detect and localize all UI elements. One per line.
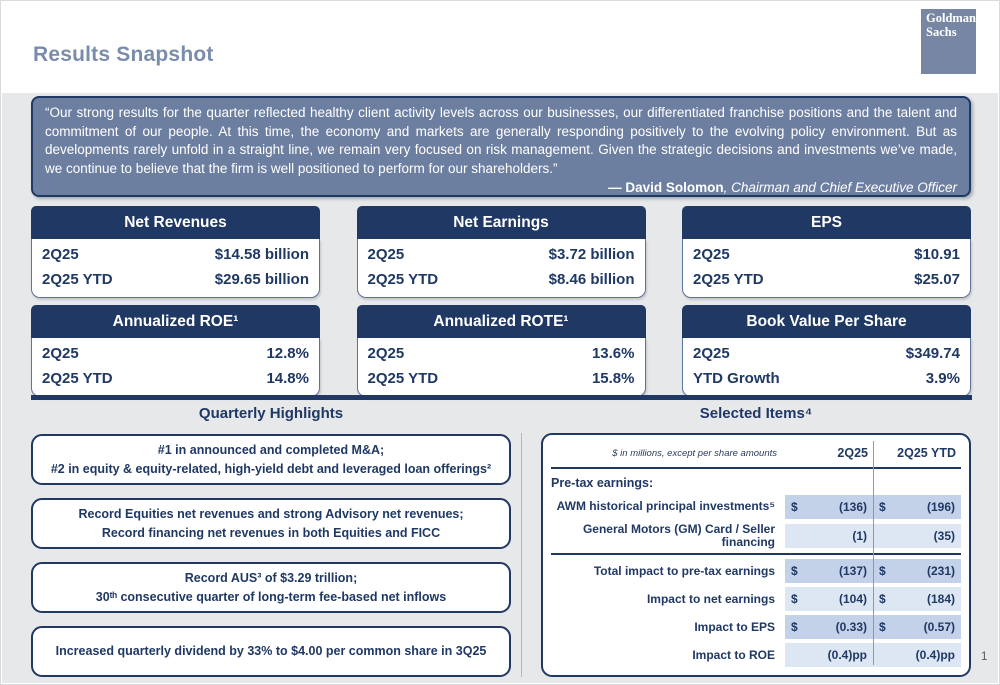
dollar-sign: $ [791, 592, 798, 607]
metric-value: $3.72 billion [548, 246, 635, 263]
metric-row [368, 267, 635, 292]
highlight-line: #1 in announced and completed M&A; [157, 443, 385, 458]
cell-value: (196) [926, 500, 955, 514]
metric-card-title: Book Value Per Share [682, 305, 971, 338]
metrics-grid [31, 206, 971, 397]
metric-row [368, 366, 635, 391]
metric-label: 2Q25 YTD [42, 271, 113, 288]
metric-row [693, 366, 960, 391]
table-header-row [551, 441, 961, 465]
section-title-selected-items: Selected Items⁴ [699, 405, 813, 422]
highlight-line: 30ᵗʰ consecutive quarter of long-term fee-based net inflows [95, 589, 447, 604]
metric-card-title: Net Revenues [31, 206, 320, 239]
dollar-sign: $ [879, 564, 886, 579]
quote-attribution [45, 180, 957, 195]
value-cell-2q25-ytd [873, 615, 961, 639]
quote-text: “Our strong results for the quarter reflected healthy client activity levels across our businesses, our differentiated franchise positions and the talent and commitment of our people. At this time, the economy and markets are generally responding positively to the evolving policy environment. But as developments rarely unfold in a straight line, we remain very focused on risk management. Given the strategic decisions and investments we’ve made, we continue to believe that the firm is well positioned to perform for our shareholders.” [45, 105, 957, 176]
value-cell-2q25 [785, 615, 873, 639]
value-cell-2q25-ytd [873, 587, 961, 611]
cell-value: (137) [838, 564, 867, 579]
metric-card-title: Annualized ROTE¹ [357, 305, 646, 338]
value-cell-2q25-ytd [873, 559, 961, 583]
metric-card-body [31, 239, 320, 298]
metric-card-annualized-rote [357, 305, 646, 397]
metric-card-net-revenues [31, 206, 320, 298]
metric-value: $10.91 [914, 246, 960, 263]
row-label: Impact to EPS [694, 619, 775, 634]
value-cell-2q25 [785, 559, 873, 583]
dollar-sign: $ [791, 500, 798, 514]
table-units-note: $ in millions, except per share amounts [612, 447, 777, 459]
metric-card-body [357, 239, 646, 298]
table-content [551, 441, 961, 669]
row-label: Impact to ROE [692, 647, 775, 662]
value-cell-2q25 [785, 643, 873, 667]
section-divider-bar [31, 395, 972, 400]
metric-label: 2Q25 YTD [367, 370, 439, 387]
cell-value: (0.57) [923, 620, 955, 635]
table-row-net-earnings-impact [551, 587, 961, 611]
highlight-line: Record financing net revenues in both Equities and FICC [101, 525, 441, 540]
metric-card-net-earnings [357, 206, 646, 298]
dollar-sign: $ [791, 564, 798, 579]
dollar-sign: $ [791, 620, 798, 635]
highlight-box-ma-rankings [31, 434, 511, 485]
metric-value: $25.07 [914, 271, 960, 288]
metric-card-body [31, 338, 320, 397]
table-row-eps-impact [551, 615, 961, 639]
highlight-line: Record AUS³ of $3.29 trillion; [184, 571, 358, 586]
metric-value: $8.46 billion [548, 271, 635, 288]
dollar-sign: $ [879, 592, 886, 607]
page-title: Results Snapshot [33, 43, 214, 66]
metric-label: 2Q25 YTD [42, 370, 113, 387]
quote-attribution-role: , Chairman and Chief Executive Officer [723, 179, 957, 195]
cell-value: (184) [926, 592, 955, 607]
metric-card-body [682, 338, 971, 397]
metric-card-book-value-per-share [682, 305, 971, 397]
logo-line-1: Goldman [926, 11, 977, 25]
cell-value: (1) [852, 529, 867, 544]
metric-label: 2Q25 [693, 345, 730, 362]
metric-value: $349.74 [905, 345, 960, 362]
table-row-gm-card [551, 523, 961, 549]
metric-value: $14.58 billion [214, 246, 309, 263]
highlight-box-record-revenues [31, 498, 511, 549]
value-cell-2q25 [785, 495, 873, 519]
logo-line-2: Sachs [926, 24, 957, 39]
dollar-sign: $ [879, 500, 886, 514]
metric-value: 15.8% [591, 370, 635, 387]
metric-card-title: Annualized ROE¹ [31, 305, 320, 338]
metric-card-body [357, 338, 646, 397]
goldman-sachs-logo [921, 9, 976, 74]
page-number: 1 [981, 651, 988, 663]
cell-value: (231) [926, 564, 955, 579]
metric-label: 2Q25 [367, 345, 405, 362]
highlight-line: #2 in equity & equity-related, high-yield debt and leveraged loan offerings² [50, 461, 492, 476]
row-label: General Motors (GM) Card / Seller financing [582, 522, 775, 550]
dollar-sign: $ [879, 620, 886, 635]
table-row-roe-impact [551, 643, 961, 667]
quote-attribution-name: — David Solomon [608, 179, 724, 195]
metric-row [693, 341, 960, 366]
table-total-rule [551, 553, 961, 555]
highlight-line: Record Equities net revenues and strong Advisory net revenues; [78, 507, 464, 522]
metric-label: 2Q25 [42, 246, 79, 263]
table-header-rule [551, 467, 961, 469]
table-section-label: Pre-tax earnings: [551, 476, 654, 490]
table-col-header-2q25-ytd: 2Q25 YTD [897, 446, 956, 460]
row-label: Total impact to pre-tax earnings [593, 563, 775, 578]
metric-card-eps [682, 206, 971, 298]
metric-label: 2Q25 YTD [693, 271, 764, 288]
row-label: AWM historical principal investments⁵ [556, 499, 775, 514]
column-divider-line [521, 433, 522, 677]
metric-row [42, 242, 309, 267]
metric-label: YTD Growth [693, 370, 780, 387]
metric-value: 3.9% [925, 370, 960, 387]
metric-card-annualized-roe [31, 305, 320, 397]
metric-row [42, 341, 309, 366]
value-cell-2q25-ytd [873, 524, 961, 548]
metric-card-body [682, 239, 971, 298]
cell-value: (104) [838, 592, 867, 607]
metric-label: 2Q25 YTD [367, 271, 439, 288]
value-cell-2q25 [785, 587, 873, 611]
cell-value: (35) [933, 529, 955, 544]
highlight-line: Increased quarterly dividend by 33% to $4.00 per common share in 3Q25 [55, 644, 487, 659]
value-cell-2q25 [785, 524, 873, 548]
table-col-header-2q25: 2Q25 [837, 446, 868, 460]
table-row-awm-investments [551, 495, 961, 519]
metric-value: 13.6% [591, 345, 635, 362]
cell-value: (136) [838, 500, 867, 514]
table-vertical-divider [873, 441, 874, 665]
metric-label: 2Q25 [42, 345, 79, 362]
cell-value: (0.4)pp [915, 648, 955, 663]
table-row-total-pretax [551, 559, 961, 583]
metric-value: $29.65 billion [214, 271, 309, 288]
selected-items-table [541, 433, 971, 677]
metric-label: 2Q25 [367, 246, 405, 263]
highlight-box-record-aus [31, 562, 511, 613]
highlight-box-dividend-increase [31, 626, 511, 677]
metric-card-title: EPS [682, 206, 971, 239]
metric-value: 12.8% [266, 345, 309, 362]
cell-value: (0.33) [835, 620, 867, 635]
metric-row [42, 366, 309, 391]
cell-value: (0.4)pp [827, 648, 867, 663]
ceo-quote-box [31, 96, 971, 197]
metric-value: 14.8% [266, 370, 309, 387]
metric-row [693, 242, 960, 267]
row-label: Impact to net earnings [646, 591, 775, 606]
metric-row [368, 341, 635, 366]
metric-row [42, 267, 309, 292]
value-cell-2q25-ytd [873, 643, 961, 667]
metric-card-title: Net Earnings [357, 206, 646, 239]
metric-label: 2Q25 [693, 246, 730, 263]
metric-row [368, 242, 635, 267]
section-title-quarterly-highlights: Quarterly Highlights [198, 405, 344, 422]
value-cell-2q25-ytd [873, 495, 961, 519]
metric-row [693, 267, 960, 292]
